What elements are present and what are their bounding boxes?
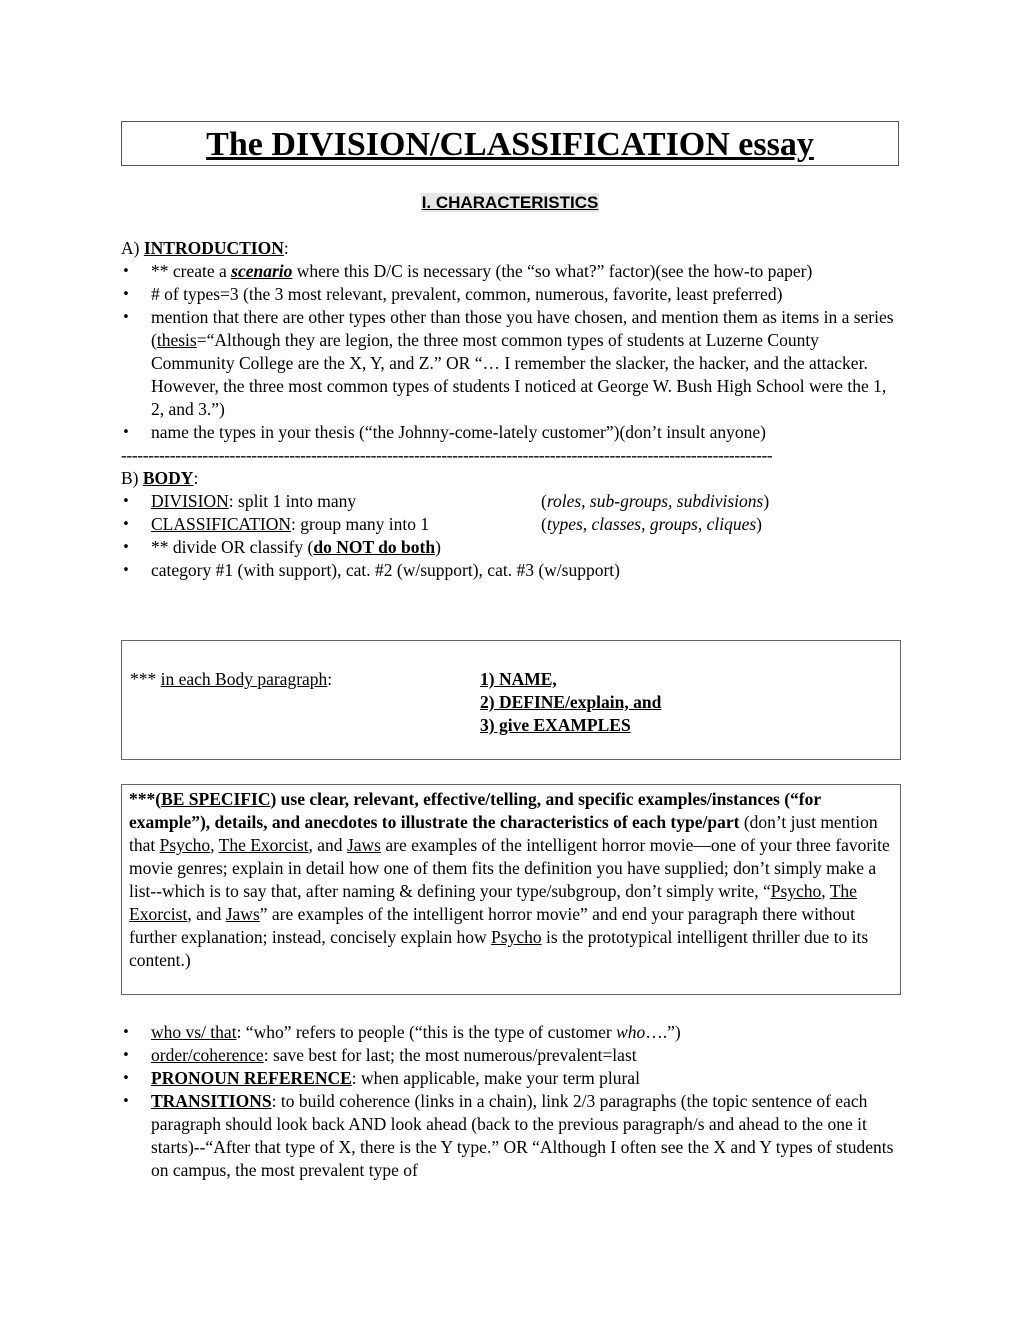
title-box xyxy=(121,121,899,166)
intro-heading: A) INTRODUCTION: xyxy=(121,238,289,258)
box1-steps xyxy=(480,668,661,737)
classification-term: CLASSIFICATION xyxy=(151,514,292,534)
box1-lead: *** in each Body paragraph: xyxy=(130,669,333,689)
division-examples: roles, sub-groups, subdivisions xyxy=(546,491,764,511)
psycho-title: Psycho xyxy=(159,835,211,855)
step-define: 2) DEFINE/explain, and xyxy=(480,692,662,712)
be-specific-term: BE SPECIFIC xyxy=(161,789,271,809)
section-heading-text: I. CHARACTERISTICS xyxy=(421,193,599,212)
step-name: 1) NAME, xyxy=(480,669,557,689)
exorcist-title: The Exorcist xyxy=(129,881,857,924)
tip-who-vs-that: • who vs/ that: “who” refers to people (“this is the type of customer who….”) xyxy=(121,1021,901,1044)
jaws-title: Jaws xyxy=(225,904,260,924)
intro-section xyxy=(121,237,901,582)
psycho-title: Psycho xyxy=(491,927,542,947)
intro-label: INTRODUCTION xyxy=(143,238,284,258)
classification-examples: types, classes, groups, cliques xyxy=(546,514,757,534)
tip-transitions: • TRANSITIONS: to build coherence (links in a chain), link 2/3 paragraphs (the topic sentence of each paragraph should look back AND look ahead (back to the previous paragraph/s and ahead to the one it starts)--“After that type of X, there is the Y type.” OR “Although I often see the X and Y types of students on campus, the most prevalent type of xyxy=(121,1090,901,1182)
jaws-title: Jaws xyxy=(346,835,381,855)
page-title: The DIVISION/CLASSIFICATION essay xyxy=(206,126,814,163)
dashed-divider: ------------------------------------------------------------------------------------------------------------------------ xyxy=(121,445,773,465)
body-bullet-divide: • ** divide OR classify (do NOT do both) xyxy=(121,536,901,559)
tips-section xyxy=(121,1021,901,1182)
body-list xyxy=(121,490,901,582)
scenario-term: scenario xyxy=(231,261,293,281)
intro-list xyxy=(121,260,901,444)
body-bullet-classification: • CLASSIFICATION: group many into 1 (types, classes, groups, cliques) xyxy=(121,513,901,536)
intro-bullet-name-types: • name the types in your thesis (“the Johnny-come-lately customer”)(don’t insult anyone) xyxy=(121,421,901,444)
do-not-do-both: do NOT do both xyxy=(313,537,436,557)
division-term: DIVISION xyxy=(151,491,229,511)
exorcist-title: The Exorcist xyxy=(218,835,309,855)
body-label: BODY xyxy=(142,468,194,488)
tip-pronoun-reference: • PRONOUN REFERENCE: when applicable, make your term plural xyxy=(121,1067,901,1090)
psycho-title: Psycho xyxy=(770,881,822,901)
step-examples: 3) give EXAMPLES xyxy=(480,715,631,735)
body-bullet-division: • DIVISION: split 1 into many (roles, sub-groups, subdivisions) xyxy=(121,490,901,513)
section-heading xyxy=(0,193,1020,213)
intro-bullet-other-types: • mention that there are other types other than those you have chosen, and mention them as items in a series (thesis=“Although they are legion, the three most common types of students at Luzerne County Community College are the X, Y, and Z.” OR “… I remember the slacker, the hacker, and the attacker. However, the three most common types of students I noticed at George W. Bush High School were the 1, 2, and 3.”) xyxy=(121,306,901,421)
body-heading: B) BODY: xyxy=(121,468,199,488)
body-paragraph-box xyxy=(121,640,901,760)
body-bullet-category: • category #1 (with support), cat. #2 (w/support), cat. #3 (w/support) xyxy=(121,559,901,582)
intro-bullet-scenario: • ** create a scenario where this D/C is necessary (the “so what?” factor)(see the how-to paper) xyxy=(121,260,901,283)
tips-list xyxy=(121,1021,901,1182)
intro-bullet-types: • # of types=3 (the 3 most relevant, prevalent, common, numerous, favorite, least preferred) xyxy=(121,283,901,306)
thesis-term: thesis xyxy=(156,330,197,350)
tip-order-coherence: • order/coherence: save best for last; the most numerous/prevalent=last xyxy=(121,1044,901,1067)
be-specific-box: ***(BE SPECIFIC) use clear, relevant, effective/telling, and specific examples/instances (“for example”), details, and anecdotes to illustrate the characteristics of each type/part (don’t just mention that Psycho, The Exorcist, and Jaws are examples of the intelligent horror movie—one of your three favorite movie genres; explain in detail how one of them fits the definition you have supplied; don’t simply make a list--which is to say that, after naming & defining your type/subgroup, don’t simply write, “Psycho, The Exorcist, and Jaws” are examples of the intelligent horror movie” and end your paragraph there without further explanation; instead, concisely explain how Psycho is the prototypical intelligent thriller due to its content.) xyxy=(121,784,901,995)
